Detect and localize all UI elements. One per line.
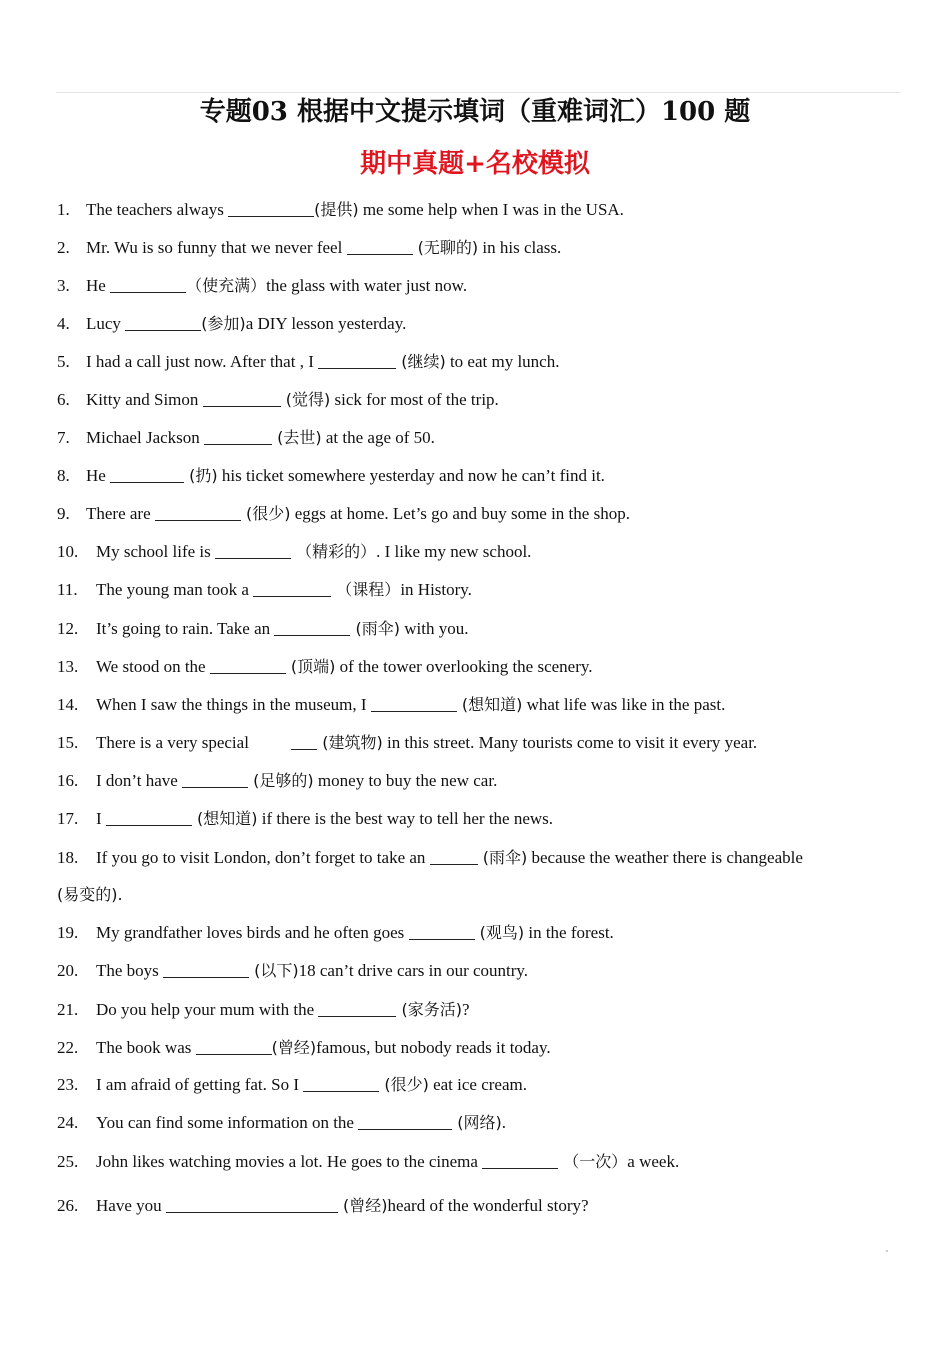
answer-blank[interactable] bbox=[155, 504, 241, 521]
question-item: 7. Michael Jackson (去世) at the age of 50. bbox=[57, 428, 435, 447]
answer-blank[interactable] bbox=[358, 1113, 452, 1130]
question-continuation: (易变的). bbox=[57, 885, 123, 904]
answer-blank[interactable] bbox=[303, 1075, 379, 1092]
answer-blank[interactable] bbox=[482, 1152, 558, 1169]
worksheet-subtitle: 期中真题+名校模拟 bbox=[360, 149, 590, 179]
answer-blank[interactable] bbox=[210, 657, 286, 674]
question-item: 8. He (扔) his ticket somewhere yesterday and now he can’t find it. bbox=[57, 466, 605, 485]
answer-blank[interactable] bbox=[106, 809, 192, 826]
question-item: 15. There is a very special (建筑物) in this street. Many tourists come to visit it every year. bbox=[57, 733, 758, 752]
question-item: 13. We stood on the (顶端) of the tower overlooking the scenery. bbox=[57, 657, 593, 676]
question-item: 2. Mr. Wu is so funny that we never feel (无聊的) in his class. bbox=[57, 238, 562, 257]
answer-blank[interactable] bbox=[274, 619, 350, 636]
answer-blank[interactable] bbox=[291, 733, 317, 750]
question-item: 10. My school life is （精彩的）. I like my new school. bbox=[57, 542, 532, 561]
answer-blank[interactable] bbox=[253, 580, 331, 597]
question-item: 3. He （使充满）the glass with water just now. bbox=[57, 276, 468, 295]
question-item: 25. John likes watching movies a lot. He goes to the cinema （一次）a week. bbox=[57, 1152, 680, 1171]
question-item: 16. I don’t have (足够的) money to buy the new car. bbox=[57, 771, 498, 790]
question-item: 20. The boys (以下)18 can’t drive cars in our country. bbox=[57, 961, 529, 980]
answer-blank[interactable] bbox=[125, 314, 201, 331]
answer-blank[interactable] bbox=[318, 1000, 396, 1017]
question-item: 24. You can find some information on the (网络). bbox=[57, 1113, 507, 1132]
question-item: 9. There are (很少) eggs at home. Let’s go and buy some in the shop. bbox=[57, 504, 630, 523]
question-item: 4. Lucy (参加)a DIY lesson yesterday. bbox=[57, 314, 407, 333]
answer-blank[interactable] bbox=[318, 352, 396, 369]
question-item: 21. Do you help your mum with the (家务活)? bbox=[57, 1000, 470, 1019]
question-item: 11. The young man took a （课程）in History. bbox=[57, 580, 472, 599]
question-item: 6. Kitty and Simon (觉得) sick for most of the trip. bbox=[57, 390, 499, 409]
answer-blank[interactable] bbox=[166, 1196, 338, 1213]
answer-blank[interactable] bbox=[196, 1038, 272, 1055]
question-item: 22. The book was (曾经)famous, but nobody reads it today. bbox=[57, 1038, 551, 1057]
answer-blank[interactable] bbox=[228, 200, 314, 217]
worksheet-title: 专题03 根据中文提示填词（重难词汇）100 题 bbox=[199, 97, 751, 127]
answer-blank[interactable] bbox=[163, 961, 249, 978]
answer-blank[interactable] bbox=[204, 428, 272, 445]
question-item: 1. The teachers always (提供) me some help when I was in the USA. bbox=[57, 200, 624, 219]
question-item: 19. My grandfather loves birds and he often goes (观鸟) in the forest. bbox=[57, 923, 614, 942]
question-item: 18. If you go to visit London, don’t forget to take an (雨伞) because the weather there is changeable (易变的). bbox=[57, 839, 897, 913]
answer-blank[interactable] bbox=[110, 466, 184, 483]
question-item: 26. Have you (曾经)heard of the wonderful story? bbox=[57, 1196, 589, 1215]
answer-blank[interactable] bbox=[347, 238, 413, 255]
question-item: 12. It’s going to rain. Take an (雨伞) with you. bbox=[57, 619, 469, 638]
question-item: 23. I am afraid of getting fat. So I (很少) eat ice cream. bbox=[57, 1075, 527, 1094]
question-item: 14. When I saw the things in the museum, I (想知道) what life was like in the past. bbox=[57, 695, 726, 714]
answer-blank[interactable] bbox=[430, 848, 478, 865]
answer-blank[interactable] bbox=[371, 695, 457, 712]
question-item: 5. I had a call just now. After that , I (继续) to eat my lunch. bbox=[57, 352, 560, 371]
answer-blank[interactable] bbox=[203, 390, 281, 407]
question-item: 17. I (想知道) if there is the best way to tell her the news. bbox=[57, 809, 554, 828]
answer-blank[interactable] bbox=[409, 923, 475, 940]
scan-speck bbox=[886, 1250, 888, 1252]
answer-blank[interactable] bbox=[215, 542, 291, 559]
answer-blank[interactable] bbox=[110, 276, 186, 293]
answer-blank[interactable] bbox=[182, 771, 248, 788]
